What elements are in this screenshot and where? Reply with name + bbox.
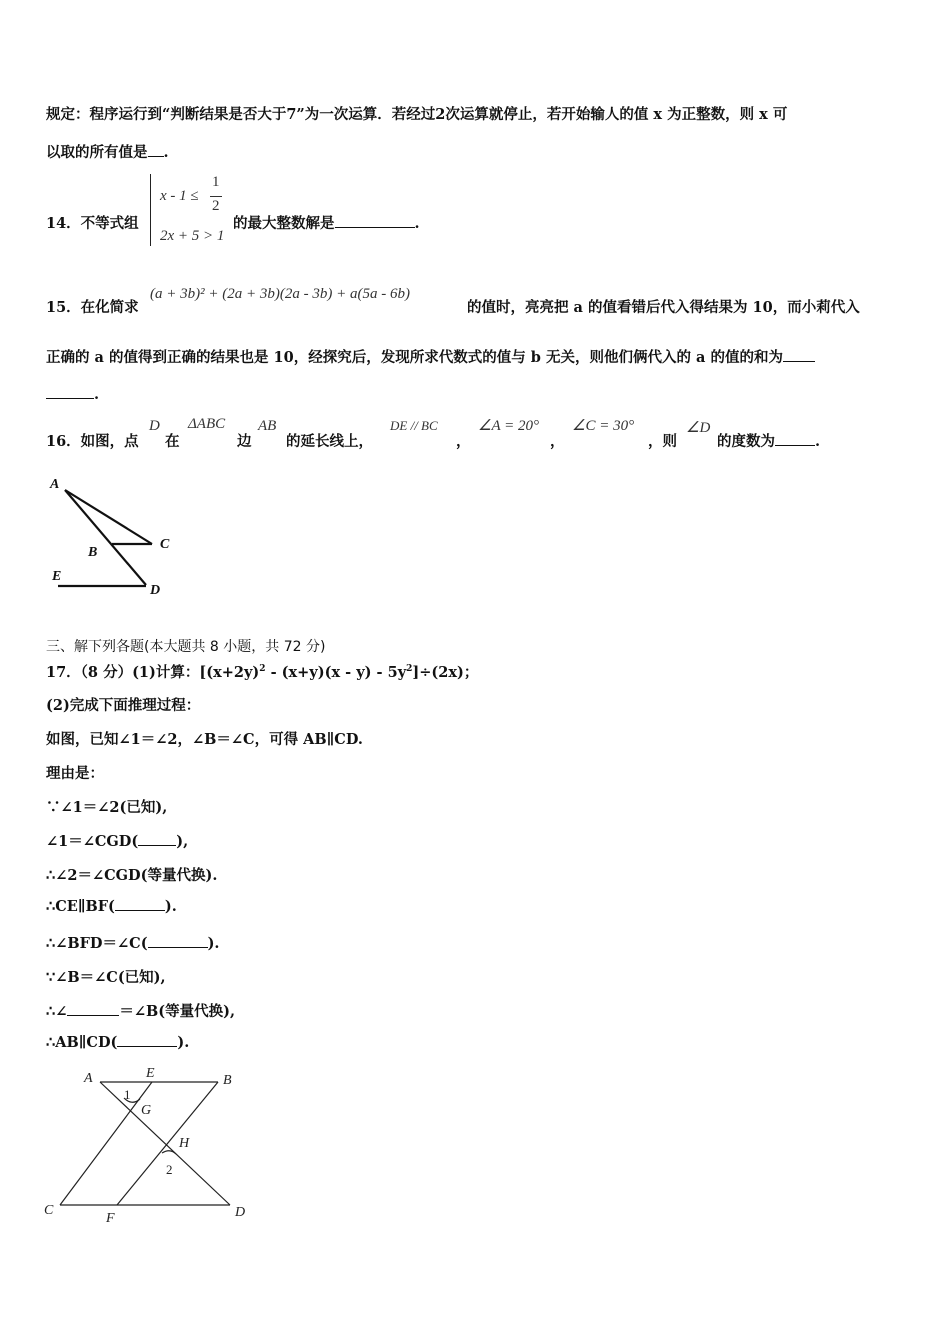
q17-line-1-pre: 17．（8 分）(1)计算：[(x+2y) xyxy=(46,664,260,681)
q16-label-D: D xyxy=(150,583,161,598)
q16-AB: AB xyxy=(258,418,277,434)
q17-step-5-pre: ∴∠BFD＝∠C( xyxy=(46,935,148,952)
q14-ineq1: x - 1 ≤ xyxy=(160,188,199,204)
q16-label-A: A xyxy=(50,477,60,492)
q15-line-2-text: 正确的 a 的值得到正确的结果也是 10，经探究后，发现所求代数式的值与 b 无关，则他们俩代入的 a 的值的和为 xyxy=(46,349,783,366)
q17-line-1-mid: - (x+y)(x - y) - 5y xyxy=(265,664,407,681)
answer-blank xyxy=(335,226,415,228)
q16-label-B: B xyxy=(88,545,98,560)
q16-label-E: E xyxy=(52,569,62,584)
q17-step-5-post: ). xyxy=(207,935,220,952)
q17-line-1-end: ]÷(2x)； xyxy=(412,664,479,681)
q15-label: 15．在化简求 xyxy=(46,299,139,316)
q16-point-D: D xyxy=(149,418,160,434)
q16-figure xyxy=(40,470,190,600)
q17-figure xyxy=(40,1062,260,1232)
q14-end: . xyxy=(414,215,420,232)
q17-line-1 xyxy=(46,661,478,682)
q14-suffix xyxy=(233,212,420,233)
q16-triangle: ΔABC xyxy=(188,416,226,432)
q16-segment-AC xyxy=(65,490,152,544)
q16-angle-C: ∠C = 30° xyxy=(572,418,635,434)
q17-step-7-post: ＝∠B(等量代换), xyxy=(119,1003,236,1020)
q16-ext: 的延长线上， xyxy=(286,433,373,450)
answer-blank xyxy=(138,844,176,846)
q17-label-B: B xyxy=(223,1073,232,1088)
q17-label-C: C xyxy=(44,1203,54,1218)
q17-step-4 xyxy=(46,898,177,915)
q17-angle-2-label: 2 xyxy=(166,1162,173,1177)
q17-label-E: E xyxy=(146,1066,155,1081)
q17-part-2: (2)完成下面推理过程： xyxy=(46,697,201,714)
q16-angle-D: ∠D xyxy=(686,420,711,436)
q15-end: . xyxy=(94,386,100,403)
q16-angle-A: ∠A = 20° xyxy=(478,418,539,434)
intro-line-2-end: . xyxy=(163,144,169,161)
answer-blank xyxy=(117,1045,177,1047)
q17-step-1: ∵∠1＝∠2(已知), xyxy=(46,799,168,816)
q17-step-5 xyxy=(46,932,219,953)
q17-label-G: G xyxy=(141,1103,152,1118)
q17-line-AD xyxy=(100,1082,230,1205)
answer-blank xyxy=(67,1014,119,1016)
q17-step-3: ∴∠2＝∠CGD(等量代换). xyxy=(46,867,218,884)
q16-label-C: C xyxy=(160,537,170,552)
q15-line-2 xyxy=(46,346,815,367)
q14-brace xyxy=(150,174,157,246)
q17-step-7-pre: ∴∠ xyxy=(46,1003,68,1020)
q17-step-2-post: ), xyxy=(176,833,189,850)
q17-label-H: H xyxy=(179,1136,190,1151)
q17-given: 如图，已知∠1＝∠2，∠B＝∠C，可得 AB∥CD. xyxy=(46,731,363,748)
intro-line-1: 规定：程序运行到“判断结果是否大于7”为一次运算．若经过2次运算就停止，若开始输人的值 x 为正整数，则 x 可 xyxy=(46,106,788,123)
q17-step-2-pre: ∠1＝∠CGD( xyxy=(46,833,139,850)
answer-blank xyxy=(115,909,165,911)
q14-frac-bar xyxy=(210,196,222,197)
q16-ask xyxy=(717,430,820,451)
q17-angle-1-label: 1 xyxy=(124,1087,131,1102)
q17-sup-1: 2 xyxy=(259,664,266,675)
section-3-heading: 三、解下列各题(本大题共 8 小题，共 72 分) xyxy=(46,639,326,655)
answer-blank xyxy=(148,946,208,948)
q17-step-6: ∵∠B＝∠C(已知), xyxy=(46,969,166,986)
q17-sup-2: 2 xyxy=(406,664,413,675)
q16-side: 边 xyxy=(237,433,252,450)
q17-line-BF xyxy=(117,1082,218,1205)
q17-step-8-pre: ∴AB∥CD( xyxy=(46,1034,118,1051)
q17-step-4-pre: ∴CE∥BF( xyxy=(46,898,115,915)
q14-label: 14．不等式组 xyxy=(46,215,139,232)
q17-step-8 xyxy=(46,1034,189,1051)
q17-label-F: F xyxy=(106,1211,115,1226)
intro-line-2-text: 以取的所有值是 xyxy=(46,144,148,161)
q14-suffix-text: 的最大整数解是 xyxy=(233,215,335,232)
q16-then: ，则 xyxy=(648,433,677,450)
q16-label: 16．如图，点 xyxy=(46,433,139,450)
q16-comma-1: ， xyxy=(456,433,471,450)
q16-segment-AD xyxy=(65,490,146,585)
q15-line-3 xyxy=(46,386,99,403)
q15-line1-rest: 的值时，亮亮把 a 的值看错后代入得结果为 10，而小莉代入 xyxy=(467,299,860,316)
q16-end: . xyxy=(815,433,821,450)
q17-label-D: D xyxy=(235,1205,246,1220)
intro-line-2 xyxy=(46,141,169,162)
q17-reason-heading: 理由是： xyxy=(46,765,104,782)
q17-step-4-post: ). xyxy=(164,898,177,915)
answer-blank xyxy=(148,155,164,157)
q15-expression: (a + 3b)² + (2a + 3b)(2a - 3b) + a(5a - 6b) xyxy=(150,286,410,302)
q17-label-A: A xyxy=(84,1071,93,1086)
q17-step-8-post: ). xyxy=(177,1034,190,1051)
q17-step-7 xyxy=(46,1000,235,1021)
q16-ask-text: 的度数为 xyxy=(717,433,775,450)
q14-frac-num: 1 xyxy=(212,174,220,190)
answer-blank xyxy=(46,397,94,399)
q17-step-2 xyxy=(46,830,188,851)
answer-blank xyxy=(783,360,815,362)
q16-comma-2: ， xyxy=(550,433,565,450)
q14-ineq2: 2x + 5 > 1 xyxy=(160,228,225,244)
answer-blank xyxy=(775,444,815,446)
q16-parallel: DE // BC xyxy=(390,418,438,433)
q16-in: 在 xyxy=(165,433,180,450)
q14-frac-den: 2 xyxy=(212,198,220,214)
